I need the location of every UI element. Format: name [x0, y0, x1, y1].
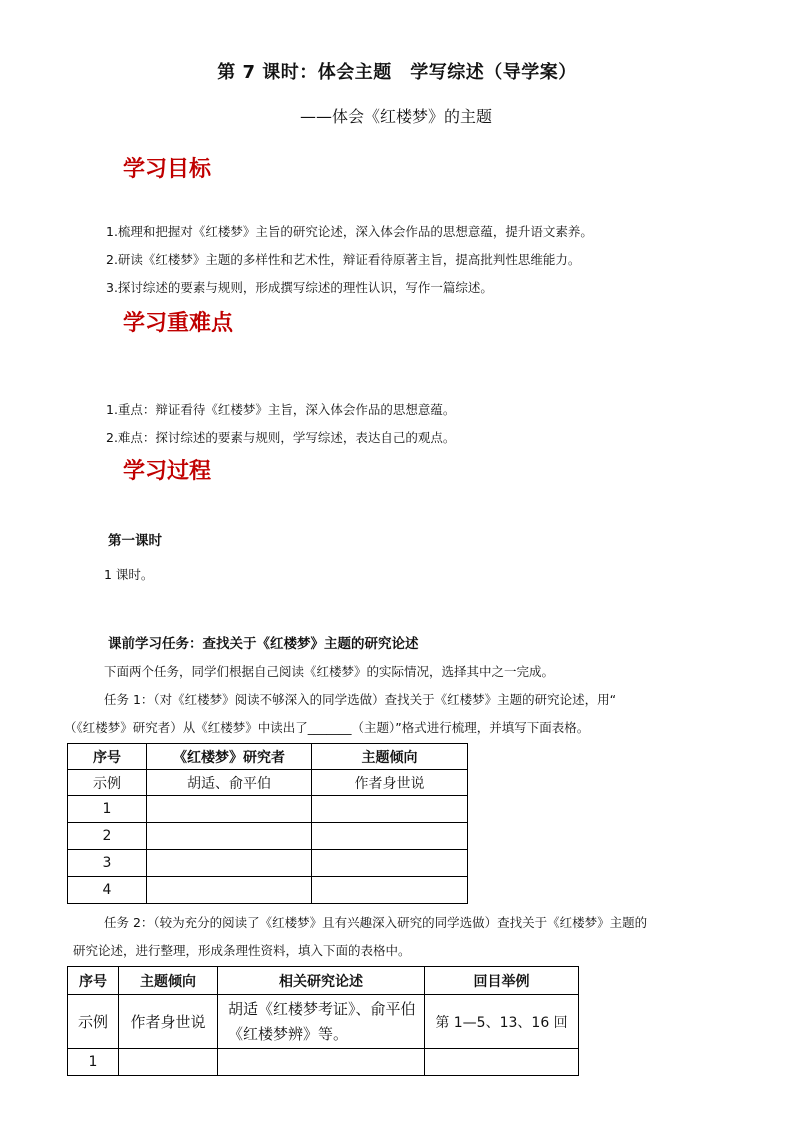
table-header: 《红楼梦》研究者: [147, 744, 312, 770]
table-row: [68, 796, 468, 823]
page-subtitle: ——体会《红楼梦》的主题: [300, 107, 493, 126]
table-header: 回目举例: [425, 967, 579, 995]
table-cell: 示例: [68, 995, 119, 1049]
table-row: [68, 877, 468, 904]
table-header: 主题倾向: [312, 744, 468, 770]
table-header: 序号: [68, 744, 147, 770]
table-cell: 胡适、俞平伯: [147, 770, 312, 796]
table-cell: 示例: [68, 770, 147, 796]
table-cell[interactable]: [312, 877, 468, 904]
section-heading-keypoints: 学习重难点: [123, 310, 234, 336]
table-cell: 作者身世说: [119, 995, 218, 1049]
table-cell[interactable]: [312, 796, 468, 823]
table-row: [68, 1049, 579, 1076]
theme-research-table: [67, 966, 579, 1076]
section-heading-objectives: 学习目标: [123, 156, 212, 182]
objective-item: 2.研读《红楼梦》主题的多样性和艺术性，辩证看待原著主旨，提高批判性思维能力。: [106, 252, 581, 267]
table-cell: 1: [68, 1049, 119, 1076]
keypoint-item: 2.难点：探讨综述的要素与规则，学写综述，表达自己的观点。: [106, 430, 456, 445]
table-row: [68, 850, 468, 877]
table-row: [68, 770, 468, 796]
table-cell[interactable]: [119, 1049, 218, 1076]
table-cell: 作者身世说: [312, 770, 468, 796]
researcher-table: [67, 743, 468, 904]
table-cell[interactable]: [147, 877, 312, 904]
table-header: 主题倾向: [119, 967, 218, 995]
objective-item: 1.梳理和把握对《红楼梦》主旨的研究论述，深入体会作品的思想意蕴，提升语文素养。: [106, 224, 593, 239]
table-header-row: [68, 967, 579, 995]
table-header: 相关研究论述: [218, 967, 425, 995]
table-cell[interactable]: [218, 1049, 425, 1076]
table-cell[interactable]: [147, 796, 312, 823]
page-title: 第 7 课时：体会主题 学写综述（导学案）: [217, 62, 577, 83]
table-cell: 3: [68, 850, 147, 877]
table-cell: 第 1—5、13、16 回: [425, 995, 579, 1049]
task1-text: 任务 1：（对《红楼梦》阅读不够深入的同学选做）查找关于《红楼梦》主题的研究论述，用“: [104, 692, 617, 707]
task2-text: 任务 2：（较为充分的阅读了《红楼梦》且有兴趣深入研究的同学选做）查找关于《红楼梦》主题的: [104, 915, 648, 930]
table-row: [68, 823, 468, 850]
table-cell[interactable]: [147, 823, 312, 850]
lesson-hours: 1 课时。: [104, 567, 154, 582]
objective-item: 3.探讨综述的要素与规则，形成撰写综述的理性认识，写作一篇综述。: [106, 280, 493, 295]
table-cell[interactable]: [147, 850, 312, 877]
table-row: [68, 995, 579, 1049]
section-heading-process: 学习过程: [123, 458, 212, 484]
lesson-title: 第一课时: [108, 533, 162, 549]
table-header: 序号: [68, 967, 119, 995]
task1-text: （《红楼梦》研究者）从《红楼梦》中读出了_______（主题）”格式进行梳理，并填写下面表格。: [64, 720, 590, 735]
table-cell: 2: [68, 823, 147, 850]
table-header-row: [68, 744, 468, 770]
task2-text: 研究论述，进行整理，形成条理性资料，填入下面的表格中。: [73, 943, 411, 958]
table-cell: 1: [68, 796, 147, 823]
table-cell[interactable]: [425, 1049, 579, 1076]
table-cell: 胡适《红楼梦考证》、俞平伯《红楼梦辨》等。: [218, 995, 425, 1049]
table-cell: 4: [68, 877, 147, 904]
keypoint-item: 1.重点：辩证看待《红楼梦》主旨，深入体会作品的思想意蕴。: [106, 402, 456, 417]
table-cell[interactable]: [312, 850, 468, 877]
table-cell[interactable]: [312, 823, 468, 850]
task-intro: 下面两个任务，同学们根据自己阅读《红楼梦》的实际情况，选择其中之一完成。: [104, 664, 555, 679]
task-heading: 课前学习任务：查找关于《红楼梦》主题的研究论述: [108, 636, 419, 652]
